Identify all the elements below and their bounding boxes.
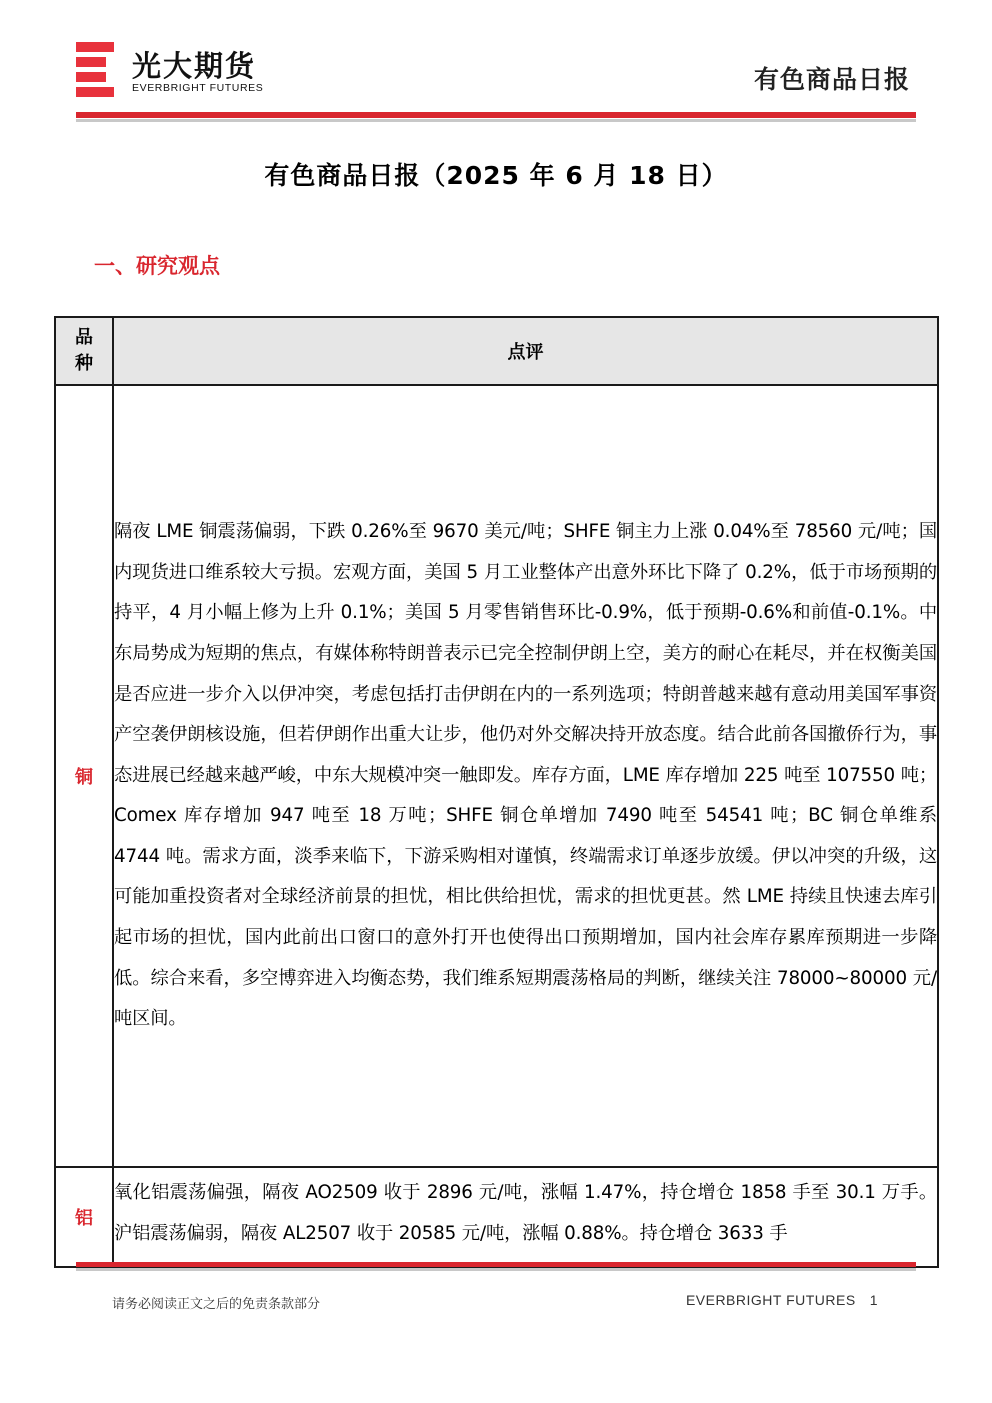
variety-cell-copper: 铜 [55,385,113,1167]
logo-mark-icon [76,42,118,98]
logo-name-cn: 光大期货 [132,49,257,83]
table-header-row [55,317,938,385]
footer-company-name: EVERBRIGHT FUTURES [685,1292,856,1308]
commentary-table [54,316,939,1268]
logo-name-en: EVERBRIGHT FUTURES [132,82,264,94]
comment-text-aluminum: 氧化铝震荡偏强，隔夜 AO2509 收于 2896 元/吨，涨幅 1.47%，持仓增仓 1858 手至 30.1 万手。沪铝震荡偏弱，隔夜 AL2507 收于 20585 元/吨，涨幅 0.88%。持仓增仓 3633 手 [114,1182,937,1244]
header-variety-label: 品种 [75,327,93,374]
variety-cell-aluminum: 铝 [55,1167,113,1267]
header-divider-red [76,112,916,118]
footer-company [686,1292,878,1308]
document-title: 有色商品日报（2025 年 6 月 18 日） [264,161,728,190]
header-variety [55,317,113,385]
footer-divider-red [76,1262,916,1267]
header-divider-gray [76,119,916,122]
page-number: 1 [869,1292,878,1308]
comment-cell-copper: 隔夜 LME 铜震荡偏弱，下跌 0.26%至 9670 美元/吨；SHFE 铜主力上涨 0.04%至 78560 元/吨；国内现货进口维系较大亏损。宏观方面，美国 5 月工业整体产出意外环比下降了 0.2%，低于市场预期的持平，4 月小幅上修为上升 0.1%；美国 5 月零售销售环比-0.9%，低于预期-0.6%和前值-0.1%。中东局势成为短期的焦点，有媒体称特朗普表示已完全控制伊朗上空，美方的耐心在耗尽，并在权衡美国是否应进一步介入以伊冲突，考虑包括打击伊朗在内的一系列选项；特朗普越来越有意动用美国军事资产空袭伊朗核设施，但若伊朗作出重大让步，他仍对外交解决持开放态度。结合此前各国撤侨行为，事态进展已经越来越严峻，中东大规模冲突一触即发。库存方面，LME 库存增加 225 吨至 107550 吨；Comex 库存增加 947 吨至 18 万吨；SHFE 铜仓单增加 7490 吨至 54541 吨；BC 铜仓单维系 4744 吨。需求方面，淡季来临下，下游采购相对谨慎，终端需求订单逐步放缓。伊以冲突的升级，这可能加重投资者对全球经济前景的担忧，相比供给担忧，需求的担忧更甚。然 LME 持续且快速去库引起市场的担忧，国内此前出口窗口的意外打开也使得出口预期增加，国内社会库存累库预期进一步降低。综合来看，多空博弈进入均衡态势，我们维系短期震荡格局的判断，继续关注 78000~80000 元/吨区间。 [113,385,938,1167]
table-row [55,385,938,1167]
header-title: 有色商品日报 [753,65,910,94]
comment-cell-aluminum [113,1167,938,1267]
footer-divider-gray [76,1268,916,1271]
footer-disclaimer: 请务必阅读正文之后的免责条款部分 [112,1297,321,1312]
section-heading: 一、研究观点 [94,254,220,278]
header-comment: 点评 [113,317,938,385]
table-row [55,1167,938,1267]
company-logo [76,42,316,98]
